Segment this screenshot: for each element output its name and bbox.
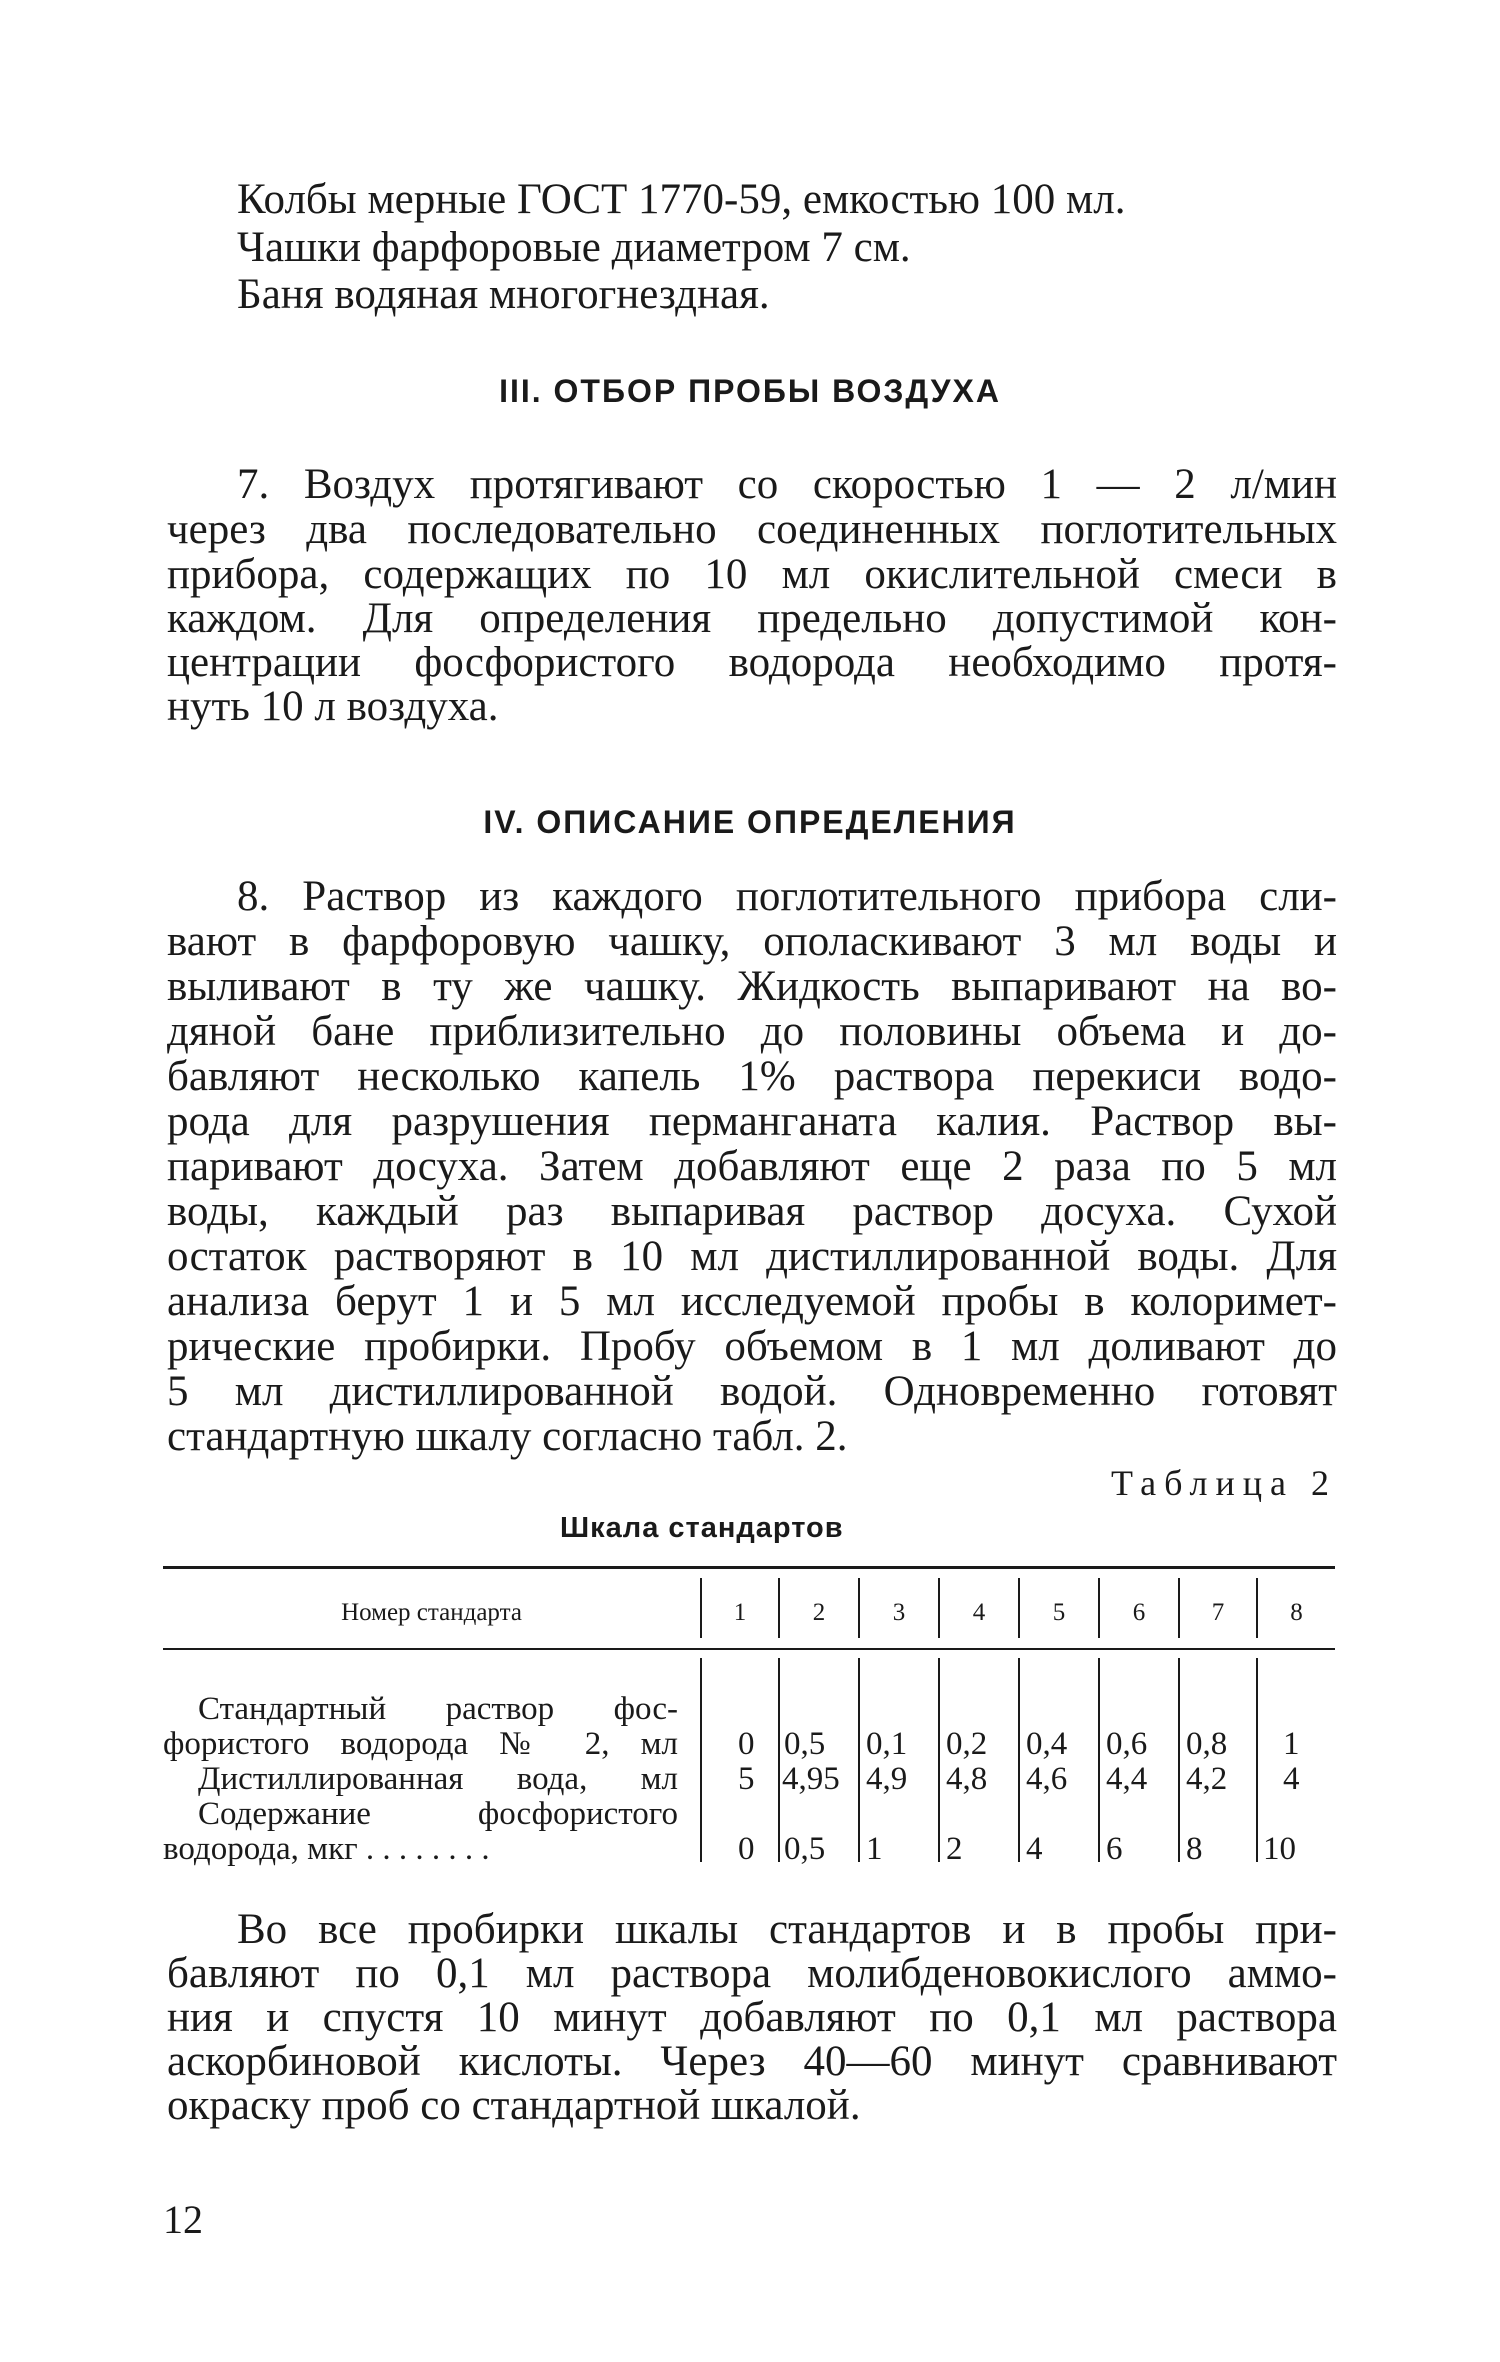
section-3-heading: III. ОТБОР ПРОБЫ ВОЗДУХА <box>499 373 1001 409</box>
table-vrule-body-4 <box>1018 1658 1020 1862</box>
equipment-line-1: Колбы мерные ГОСТ 1770-59, емкостью 100 мл. <box>237 176 1126 223</box>
table-header-col-5: 5 <box>1052 1599 1066 1626</box>
row3-cell-6: 6 <box>1106 1831 1123 1867</box>
row2-cell-7: 4,2 <box>1186 1761 1228 1797</box>
table-title: Шкала стандартов <box>560 1512 844 1544</box>
equipment-line-2: Чашки фарфоровые диаметром 7 см. <box>237 224 911 271</box>
row1-cell-3: 0,1 <box>866 1726 908 1762</box>
table-header-col-4: 4 <box>972 1599 986 1626</box>
row3-cell-7: 8 <box>1186 1831 1203 1867</box>
table-vrule-body-2 <box>858 1658 860 1862</box>
row1-cell-5: 0,4 <box>1026 1726 1068 1762</box>
closing-line-3: ния и спустя 10 минут добавляют по 0,1 мл раствора <box>167 1994 1337 2041</box>
row2-cell-1: 5 <box>738 1761 755 1797</box>
equipment-line-3: Баня водяная многогнездная. <box>237 271 770 318</box>
table-header-label: Номер стандарта <box>341 1599 522 1626</box>
closing-line-2: бавляют по 0,1 мл раствора молибденовокислого аммо- <box>167 1950 1337 1997</box>
row3-cell-1: 0 <box>738 1831 755 1867</box>
row2-cell-5: 4,6 <box>1026 1761 1068 1797</box>
section-4-line-5: бавляют несколько капель 1% раствора перекиси водо- <box>167 1053 1337 1100</box>
row3-cell-2: 0,5 <box>784 1831 826 1867</box>
section-4-line-13: стандартную шкалу согласно табл. 2. <box>167 1413 848 1460</box>
row1-cell-7: 0,8 <box>1186 1726 1228 1762</box>
section-3-line-2: через два последовательно соединенных поглотительных <box>167 506 1337 553</box>
row1-cell-2: 0,5 <box>784 1726 826 1762</box>
row3-cell-3: 1 <box>866 1831 883 1867</box>
closing-line-4: аскорбиновой кислоты. Через 40—60 минут сравнивают <box>167 2038 1337 2085</box>
row3-label-a: Содержание фосфористого <box>198 1796 678 1832</box>
row2-cell-2: 4,95 <box>782 1761 840 1797</box>
table-header-col-3: 3 <box>892 1599 906 1626</box>
section-4-heading: IV. ОПИСАНИЕ ОПРЕДЕЛЕНИЯ <box>483 804 1017 840</box>
table-header-col-8: 8 <box>1290 1599 1303 1626</box>
row1-label-b: фористого водорода № 2, мл <box>163 1726 678 1762</box>
row2-label: Дистиллированная вода, мл <box>198 1761 678 1797</box>
section-4-line-12: 5 мл дистиллированной водой. Одновременно готовят <box>167 1368 1337 1415</box>
closing-line-1: Во все пробирки шкалы стандартов и в пробы при- <box>237 1906 1337 1953</box>
section-3-line-4: каждом. Для определения предельно допустимой кон- <box>167 595 1337 642</box>
row3-cell-4: 2 <box>946 1831 963 1867</box>
table-header-col-1: 1 <box>733 1599 747 1626</box>
row1-cell-6: 0,6 <box>1106 1726 1148 1762</box>
table-vrule-body-7 <box>1256 1658 1258 1862</box>
table-vrule-body-0 <box>700 1658 702 1862</box>
row3-cell-8: 10 <box>1263 1831 1296 1867</box>
table-vrule-body-5 <box>1098 1658 1100 1862</box>
table-top-rule <box>163 1566 1335 1569</box>
section-3-line-3: прибора, содержащих по 10 мл окислительной смеси в <box>167 551 1337 598</box>
section-3-line-5: центрации фосфористого водорода необходимо протя- <box>167 639 1337 686</box>
section-4-line-6: рода для разрушения перманганата калия. Раствор вы- <box>167 1098 1337 1145</box>
section-3-line-6: нуть 10 л воздуха. <box>167 683 499 730</box>
row2-cell-3: 4,9 <box>866 1761 908 1797</box>
table-header-col-6: 6 <box>1132 1599 1146 1626</box>
row3-label-b: водорода, мкг . . . . . . . . <box>163 1831 490 1867</box>
table-vrule-body-3 <box>938 1658 940 1862</box>
page-number: 12 <box>163 2197 203 2242</box>
table-vrule-body-1 <box>778 1658 780 1862</box>
row1-cell-8: 1 <box>1283 1726 1300 1762</box>
table-header-col-7: 7 <box>1211 1599 1225 1626</box>
section-3-line-1: 7. Воздух протягивают со скоростью 1 — 2 л/мин <box>237 461 1337 508</box>
closing-line-5: окраску проб со стандартной шкалой. <box>167 2082 861 2129</box>
section-4-line-10: анализа берут 1 и 5 мл исследуемой пробы в колоримет- <box>167 1278 1337 1325</box>
section-4-line-9: остаток растворяют в 10 мл дистиллированной воды. Для <box>167 1233 1337 1280</box>
table-header-rule <box>163 1648 1335 1650</box>
row1-cell-1: 0 <box>738 1726 755 1762</box>
row2-cell-4: 4,8 <box>946 1761 988 1797</box>
section-4-line-1: 8. Раствор из каждого поглотительного прибора сли- <box>237 873 1337 920</box>
section-4-line-11: рические пробирки. Пробу объемом в 1 мл доливают до <box>167 1323 1337 1370</box>
section-4-line-7: паривают досуха. Затем добавляют еще 2 раза по 5 мл <box>167 1143 1337 1190</box>
row2-cell-6: 4,4 <box>1106 1761 1148 1797</box>
row2-cell-8: 4 <box>1283 1761 1300 1797</box>
section-4-line-2: вают в фарфоровую чашку, ополаскивают 3 мл воды и <box>167 918 1337 965</box>
table-caption: Таблица 2 <box>1111 1463 1337 1503</box>
section-4-line-3: выливают в ту же чашку. Жидкость выпаривают на во- <box>167 963 1337 1010</box>
table-vrule-body-6 <box>1178 1658 1180 1862</box>
table-header-col-2: 2 <box>812 1599 826 1626</box>
row1-cell-4: 0,2 <box>946 1726 988 1762</box>
section-4-line-8: воды, каждый раз выпаривая раствор досуха. Сухой <box>167 1188 1337 1235</box>
row1-label-a: Стандартный раствор фос- <box>198 1691 678 1727</box>
row3-cell-5: 4 <box>1026 1831 1043 1867</box>
section-4-line-4: дяной бане приблизительно до половины объема и до- <box>167 1008 1337 1055</box>
